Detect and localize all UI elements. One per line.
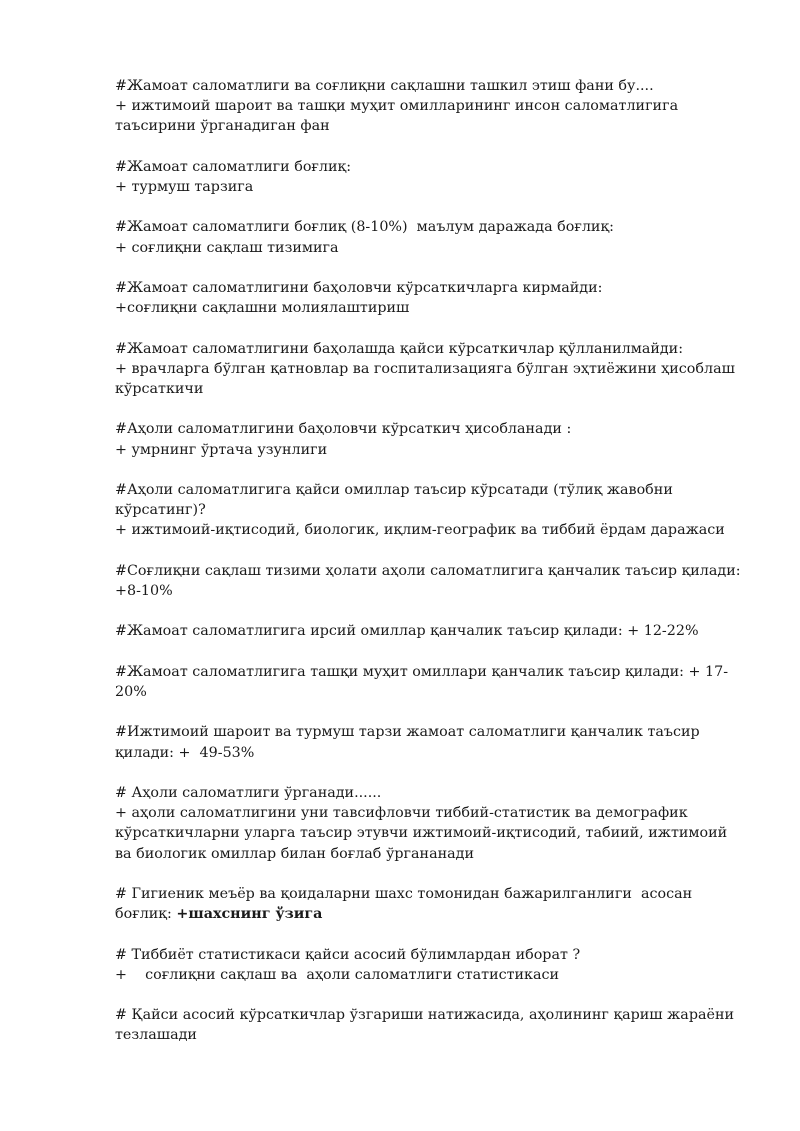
question-block-4 xyxy=(115,278,745,318)
question-block-10 xyxy=(115,662,745,702)
question-block-15 xyxy=(115,1005,745,1045)
answer-text: + ижтимоий шароит ва ташқи муҳит омилларининг инсон саломатлигига таъсирини ўрганадиган фан xyxy=(115,98,683,135)
answer-text: + турмуш тарзига xyxy=(115,179,254,195)
question-block-12 xyxy=(115,783,745,864)
question-block-1 xyxy=(115,76,745,137)
question-text: # Тиббиёт статистикаси қайси асосий бўлимлардан иборат ? xyxy=(115,946,581,963)
question-block-13 xyxy=(115,884,745,924)
question-text: #Ижтимоий шароит ва турмуш тарзи жамоат саломатлиги қанчалик таъсир қилади: + 49-53% xyxy=(115,724,705,761)
question-with-answer xyxy=(115,884,745,924)
answer-text: + соғлиқни сақлаш ва аҳоли саломатлиги статистикаси xyxy=(115,966,560,983)
question-text: #Аҳоли саломатлигини баҳоловчи кўрсаткич ҳисобланади : xyxy=(115,421,572,438)
question-block-9 xyxy=(115,621,745,641)
answer-text: + соғлиқни сақлаш тизимига xyxy=(115,239,339,256)
question-block-8 xyxy=(115,561,745,601)
answer-text-bold: +шахснинг ўзига xyxy=(176,906,323,923)
question-block-2 xyxy=(115,157,745,197)
answer-text: +8-10% xyxy=(115,582,173,599)
question-block-5 xyxy=(115,339,745,400)
question-block-11 xyxy=(115,722,745,762)
question-text: # Қайси асосий кўрсаткичлар ўзгариши натижасида, аҳолининг қариш жараёни тезлашади xyxy=(115,1007,739,1044)
question-text: #Жамоат саломатлигини баҳолашда қайси кўрсаткичлар қўлланилмайди: xyxy=(115,340,684,357)
question-text: #Жамоат саломатлигига ирсий омиллар қанчалик таъсир қилади: + 12-22% xyxy=(115,623,699,640)
question-text: #Жамоат саломатлигини баҳоловчи кўрсаткичларга кирмайди: xyxy=(115,279,603,296)
question-text: #Соғлиқни сақлаш тизими ҳолати аҳоли саломатлигига қанчалик таъсир қилади: xyxy=(115,562,741,579)
answer-text: + врачларга бўлган қатновлар ва госпитализацияга бўлган эҳтиёжини ҳисоблаш кўрсаткичи xyxy=(115,360,740,397)
document-page xyxy=(115,76,745,1066)
question-block-6 xyxy=(115,419,745,459)
question-text: #Жамоат саломатлиги ва соғлиқни сақлашни ташкил этиш фани бу.... xyxy=(115,78,654,94)
question-block-7 xyxy=(115,480,745,541)
question-block-14 xyxy=(115,945,745,985)
answer-text: + умрнинг ўртача узунлиги xyxy=(115,441,328,458)
question-text: #Жамоат саломатлиги боғлиқ (8-10%) маълум даражада боғлиқ: xyxy=(115,219,614,236)
question-text: #Аҳоли саломатлигига қайси омиллар таъсир кўрсатади (тўлиқ жавобни кўрсатинг)? xyxy=(115,481,678,519)
question-text: #Жамоат саломатлиги боғлиқ: xyxy=(115,158,352,175)
question-text: # Аҳоли саломатлиги ўрганади...... xyxy=(115,784,382,801)
answer-text: + ижтимоий-иқтисодий, биологик, иқлим-географик ва тиббий ёрдам даражаси xyxy=(115,522,725,539)
question-text: # Гигиеник меъёр ва қоидаларни шахс томонидан бажарилганлиги асосан боғлиқ: xyxy=(115,885,697,923)
answer-text: +соғлиқни сақлашни молиялаштириш xyxy=(115,300,410,317)
question-text: #Жамоат саломатлигига ташқи муҳит омиллари қанчалик таъсир қилади: + 17-20% xyxy=(115,663,729,700)
question-block-3 xyxy=(115,217,745,257)
answer-text: + аҳоли саломатлигини уни тавсифловчи тиббий-статистик ва демографик кўрсаткичларни уларга таъсир этувчи ижтимоий-иқтисодий, табиий, ижтимоий ва биологик омиллар билан боғлаб ўргананади xyxy=(115,805,732,862)
